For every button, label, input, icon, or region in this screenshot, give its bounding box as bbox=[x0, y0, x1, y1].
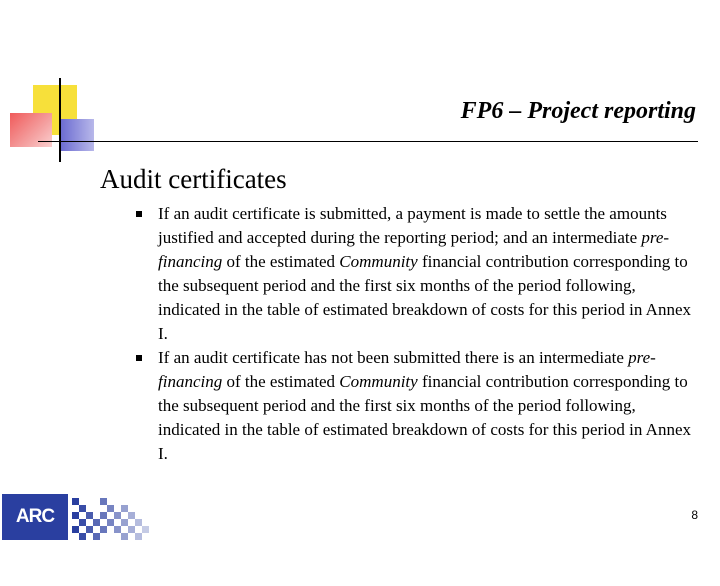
logo-checker-square bbox=[135, 519, 142, 526]
bullet-segment: of the estimated bbox=[222, 372, 340, 391]
bullet-segment: financial contribution corresponding to the subsequent period and the first six months of the period following, indicated in the table of estimated breakdown of costs for this period in Annex I. bbox=[158, 252, 692, 343]
page-number: 8 bbox=[691, 508, 698, 522]
arc-fund-logo-text: ARC FUND bbox=[2, 494, 68, 540]
bullet-segment: If an audit certificate has not been submitted there is an intermediate bbox=[158, 348, 629, 367]
decorative-vertical-line bbox=[59, 78, 61, 162]
logo-checker-square bbox=[107, 505, 114, 512]
logo-checker-square bbox=[93, 519, 100, 526]
logo-checker-square bbox=[79, 533, 86, 540]
bullet-segment: of the estimated bbox=[222, 252, 340, 271]
bullet-segment: Community bbox=[339, 372, 418, 391]
decorative-blue-square bbox=[60, 119, 94, 151]
logo-checker-square bbox=[128, 512, 135, 519]
logo-checker-square bbox=[93, 533, 100, 540]
logo-checker-square bbox=[121, 533, 128, 540]
logo-checker-square bbox=[107, 519, 114, 526]
logo-checker-square bbox=[121, 519, 128, 526]
logo-checker-square bbox=[128, 526, 135, 533]
logo-checker-square bbox=[72, 526, 79, 533]
bullet-item bbox=[134, 346, 694, 466]
logo-checker-square bbox=[100, 498, 107, 505]
bullet-list bbox=[134, 202, 694, 466]
logo-checker-square bbox=[100, 512, 107, 519]
bullet-segment: pre-financing bbox=[158, 348, 656, 391]
logo-checker-square bbox=[86, 512, 93, 519]
logo-checker-square bbox=[121, 505, 128, 512]
slide-title: FP6 – Project reporting bbox=[460, 98, 696, 124]
logo-checker-square bbox=[135, 533, 142, 540]
arc-fund-logo bbox=[0, 494, 150, 573]
slide-subtitle: Audit certificates bbox=[100, 164, 287, 194]
square-bullet-icon bbox=[136, 355, 142, 361]
bullet-text bbox=[158, 202, 694, 346]
bullet-segment: Community bbox=[339, 252, 418, 271]
logo-checker-square bbox=[100, 526, 107, 533]
logo-checker-square bbox=[72, 512, 79, 519]
bullet-text bbox=[158, 346, 694, 466]
bullet-segment: pre-financing bbox=[158, 228, 670, 271]
logo-checker-square bbox=[79, 519, 86, 526]
bullet-item bbox=[134, 202, 694, 346]
bullet-segment: financial contribution corresponding to the subsequent period and the first six months of the period following, indicated in the table of estimated breakdown of costs for this period in Annex I. bbox=[158, 372, 692, 463]
square-bullet-icon bbox=[136, 211, 142, 217]
title-underline bbox=[38, 141, 698, 142]
logo-checker-square bbox=[114, 526, 121, 533]
logo-checker-square bbox=[86, 526, 93, 533]
logo-checker-square bbox=[72, 498, 79, 505]
logo-checker-square bbox=[114, 512, 121, 519]
logo-checker-square bbox=[142, 526, 149, 533]
bullet-segment: If an audit certificate is submitted, a payment is made to settle the amounts justified and accepted during the reporting period; and an intermediate bbox=[158, 204, 667, 247]
logo-checker-square bbox=[79, 505, 86, 512]
